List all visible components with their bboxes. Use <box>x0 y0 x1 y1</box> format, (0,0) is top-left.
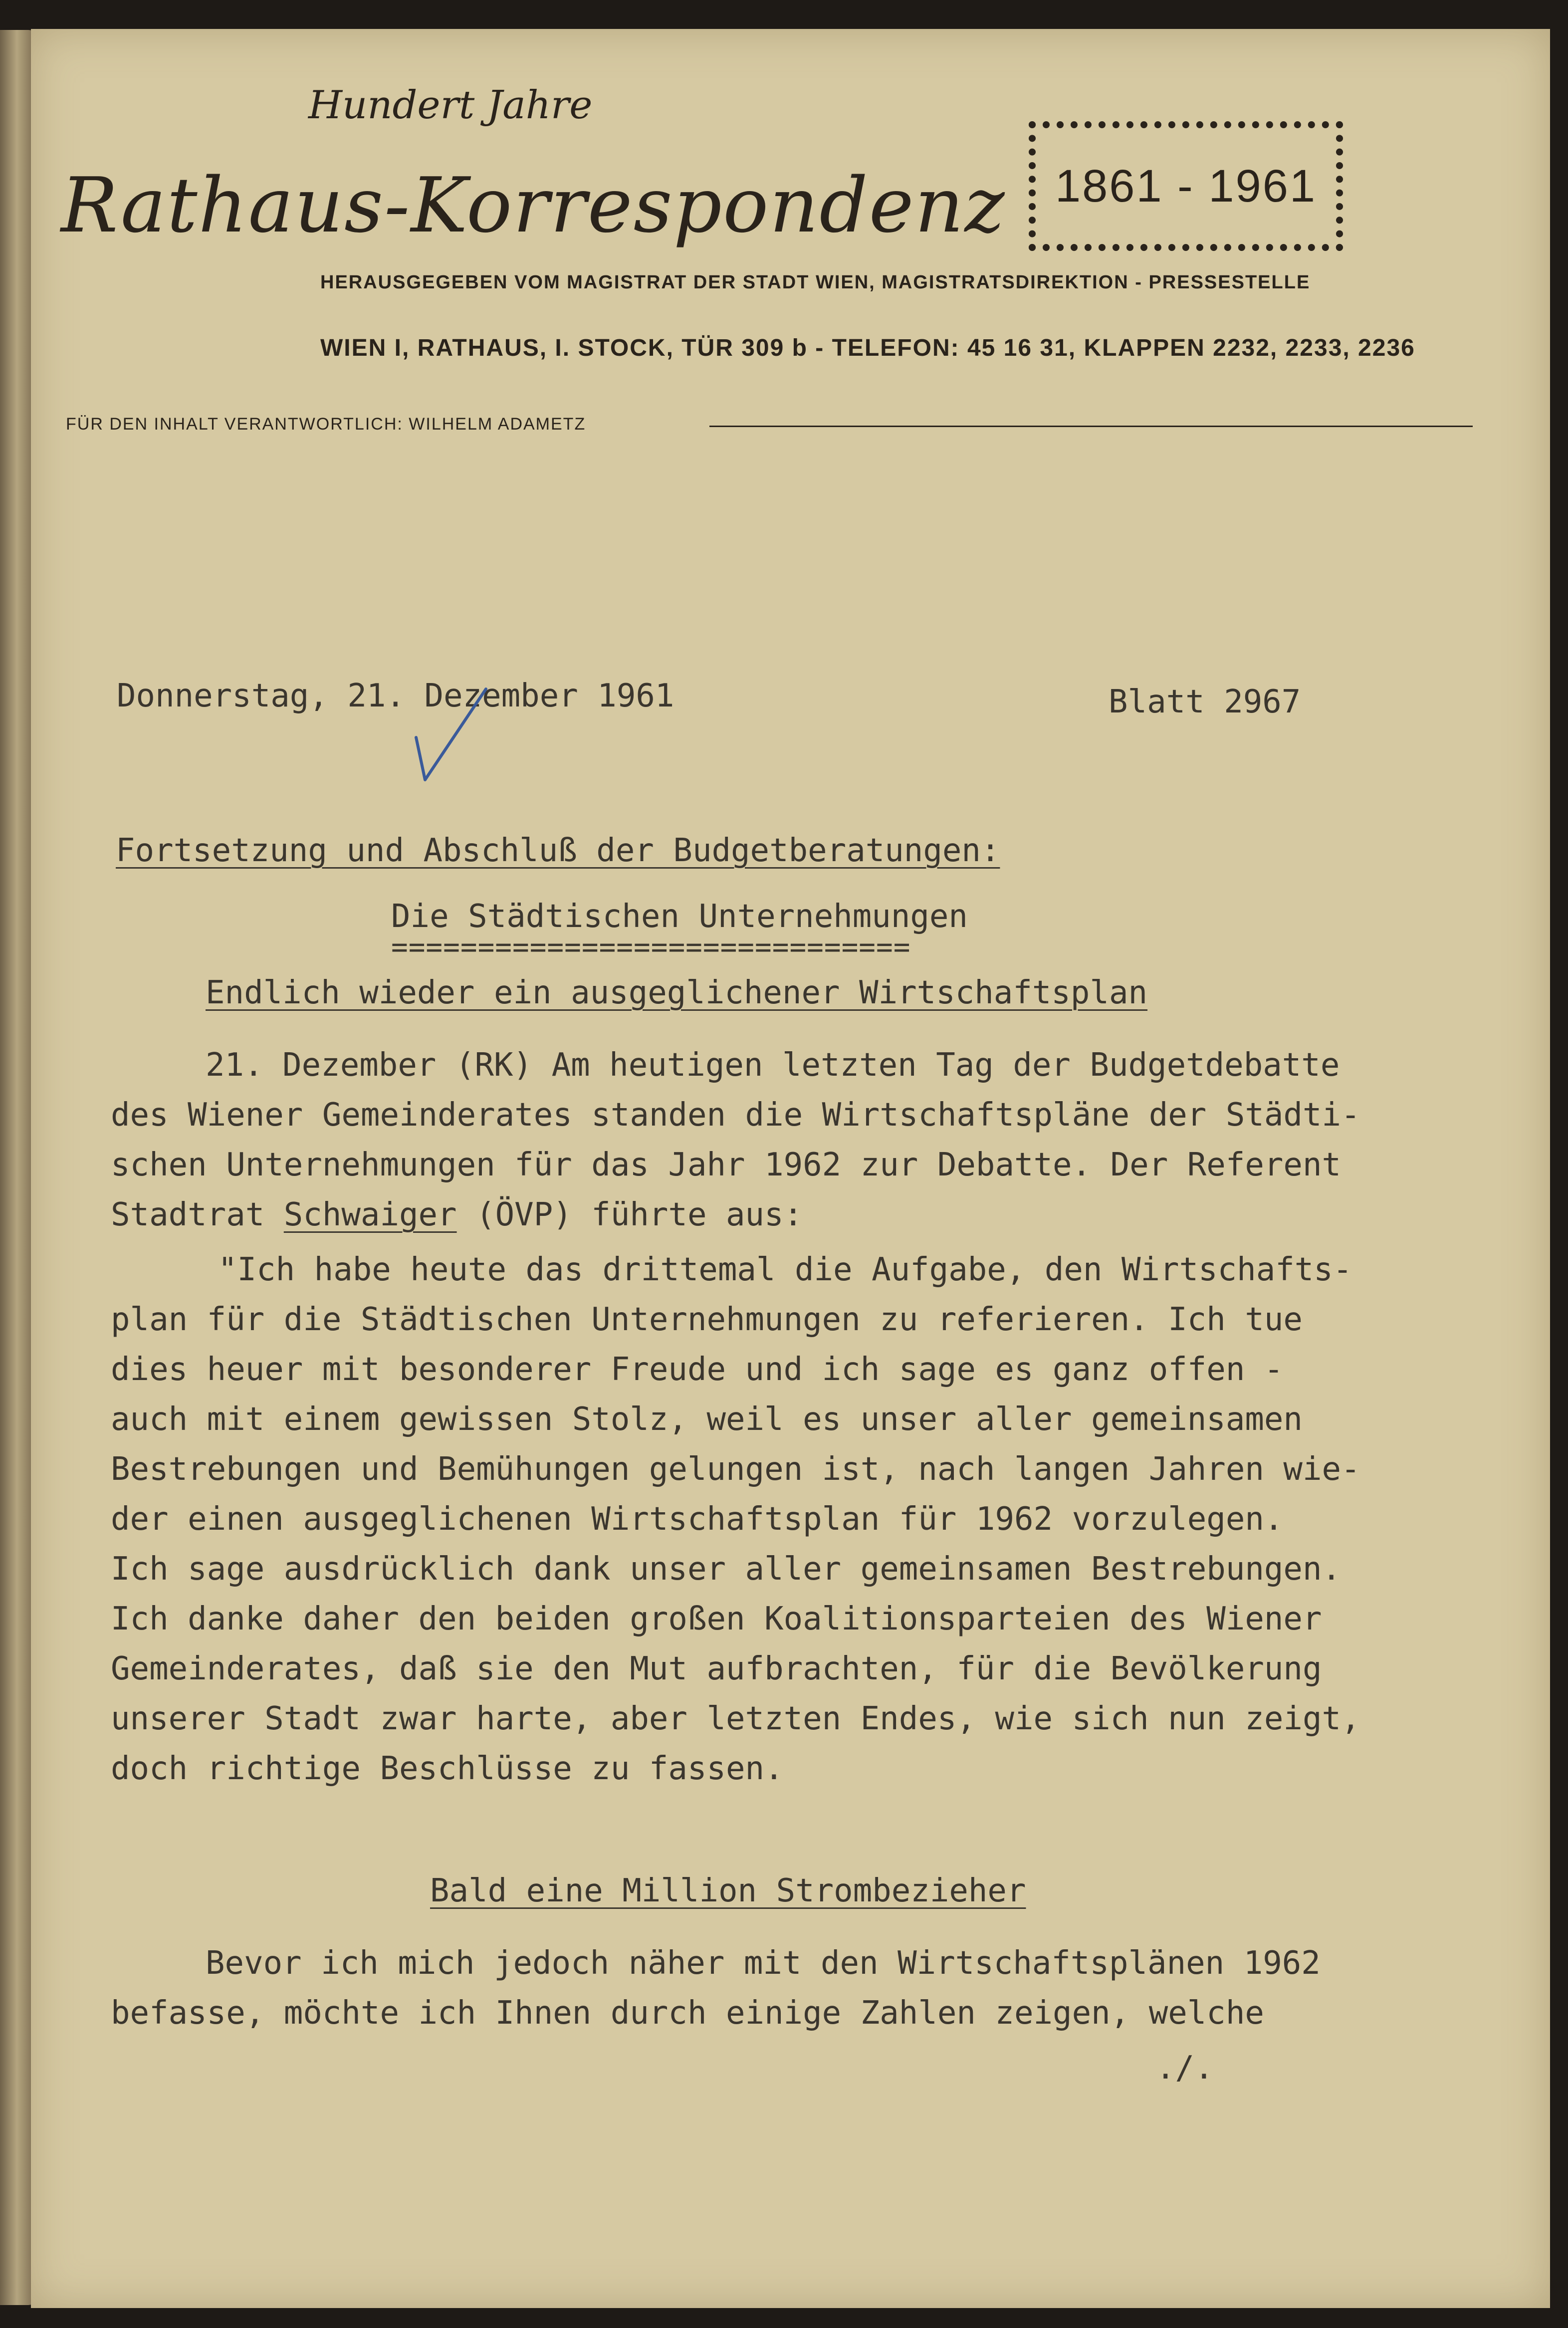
letterhead-tagline: Hundert Jahre <box>308 83 593 128</box>
section-heading-rule: ============================== <box>391 931 911 963</box>
text-line: unserer Stadt zwar harte, aber letzten Endes, wie sich nun zeigt, <box>111 1700 1360 1737</box>
text-fragment: Stadtrat <box>111 1196 284 1233</box>
paragraph-speech <box>111 1251 1360 1800</box>
checkmark-icon <box>411 685 491 785</box>
text-line: befasse, möchte ich Ihnen durch einige Zahlen zeigen, welche <box>111 1995 1264 2032</box>
letterhead-responsible: FÜR DEN INHALT VERANTWORTLICH: WILHELM ADAMETZ <box>66 415 586 434</box>
sub-heading-electricity: Bald eine Million Strombezieher <box>430 1872 1026 1909</box>
letterhead-years-box <box>1029 121 1343 251</box>
paragraph-intro <box>111 1047 1360 1246</box>
text-line: Ich danke daher den beiden großen Koalitionsparteien des Wiener <box>111 1601 1322 1637</box>
letterhead-years: 1861 - 1961 <box>1055 160 1317 212</box>
main-heading: Fortsetzung und Abschluß der Budgetberatungen: <box>116 832 1000 869</box>
text-fragment: (ÖVP) führte aus: <box>456 1196 803 1233</box>
text-line: schen Unternehmungen für das Jahr 1962 zur Debatte. Der Referent <box>111 1147 1341 1183</box>
text-line: dies heuer mit besonderer Freude und ich sage es ganz offen - <box>111 1351 1284 1388</box>
text-line: Bestrebungen und Bemühungen gelungen ist, nach langen Jahren wie- <box>111 1451 1360 1488</box>
text-line: des Wiener Gemeinderates standen die Wirtschaftspläne der Städti- <box>111 1097 1360 1134</box>
text-line: Ich sage ausdrücklich dank unser aller gemeinsamen Bestrebungen. <box>111 1551 1341 1588</box>
text-line: Bevor ich mich jedoch näher mit den Wirtschaftsplänen 1962 <box>206 1945 1321 1982</box>
text-line: plan für die Städtischen Unternehmungen zu referieren. Ich tue <box>111 1301 1303 1338</box>
text-line <box>111 1196 1360 1246</box>
paragraph-outlook <box>111 1945 1321 2045</box>
dateline-sheet-number: Blatt 2967 <box>1109 684 1301 720</box>
text-line: 21. Dezember (RK) Am heutigen letzten Tag der Budgetdebatte <box>206 1047 1340 1084</box>
letterhead-rule <box>709 426 1473 427</box>
text-line: auch mit einem gewissen Stolz, weil es unser aller gemeinsamen <box>111 1401 1303 1438</box>
dateline-date: Donnerstag, 21. Dezember 1961 <box>117 678 674 714</box>
letterhead-title: Rathaus-Korrespondenz <box>61 161 1006 249</box>
section-heading: Die Städtischen Unternehmungen <box>391 898 968 935</box>
text-line: "Ich habe heute das drittemal die Aufgabe, den Wirtschafts- <box>218 1251 1352 1288</box>
speaker-name: Schwaiger <box>283 1196 457 1233</box>
continuation-mark: ./. <box>1156 2050 1214 2087</box>
sub-heading: Endlich wieder ein ausgeglichener Wirtschaftsplan <box>206 974 1148 1011</box>
document-page <box>31 29 1550 2308</box>
text-line: Gemeinderates, daß sie den Mut aufbrachten, für die Bevölkerung <box>111 1650 1322 1687</box>
text-line: doch richtige Beschlüsse zu fassen. <box>111 1750 784 1787</box>
letterhead-address: WIEN I, RATHAUS, I. STOCK, TÜR 309 b - TELEFON: 45 16 31, KLAPPEN 2232, 2233, 2236 <box>320 335 1415 361</box>
letterhead-publisher: HERAUSGEGEBEN VOM MAGISTRAT DER STADT WIEN, MAGISTRATSDIREKTION - PRESSESTELLE <box>320 272 1311 293</box>
text-line: der einen ausgeglichenen Wirtschaftsplan für 1962 vorzulegen. <box>111 1501 1284 1538</box>
